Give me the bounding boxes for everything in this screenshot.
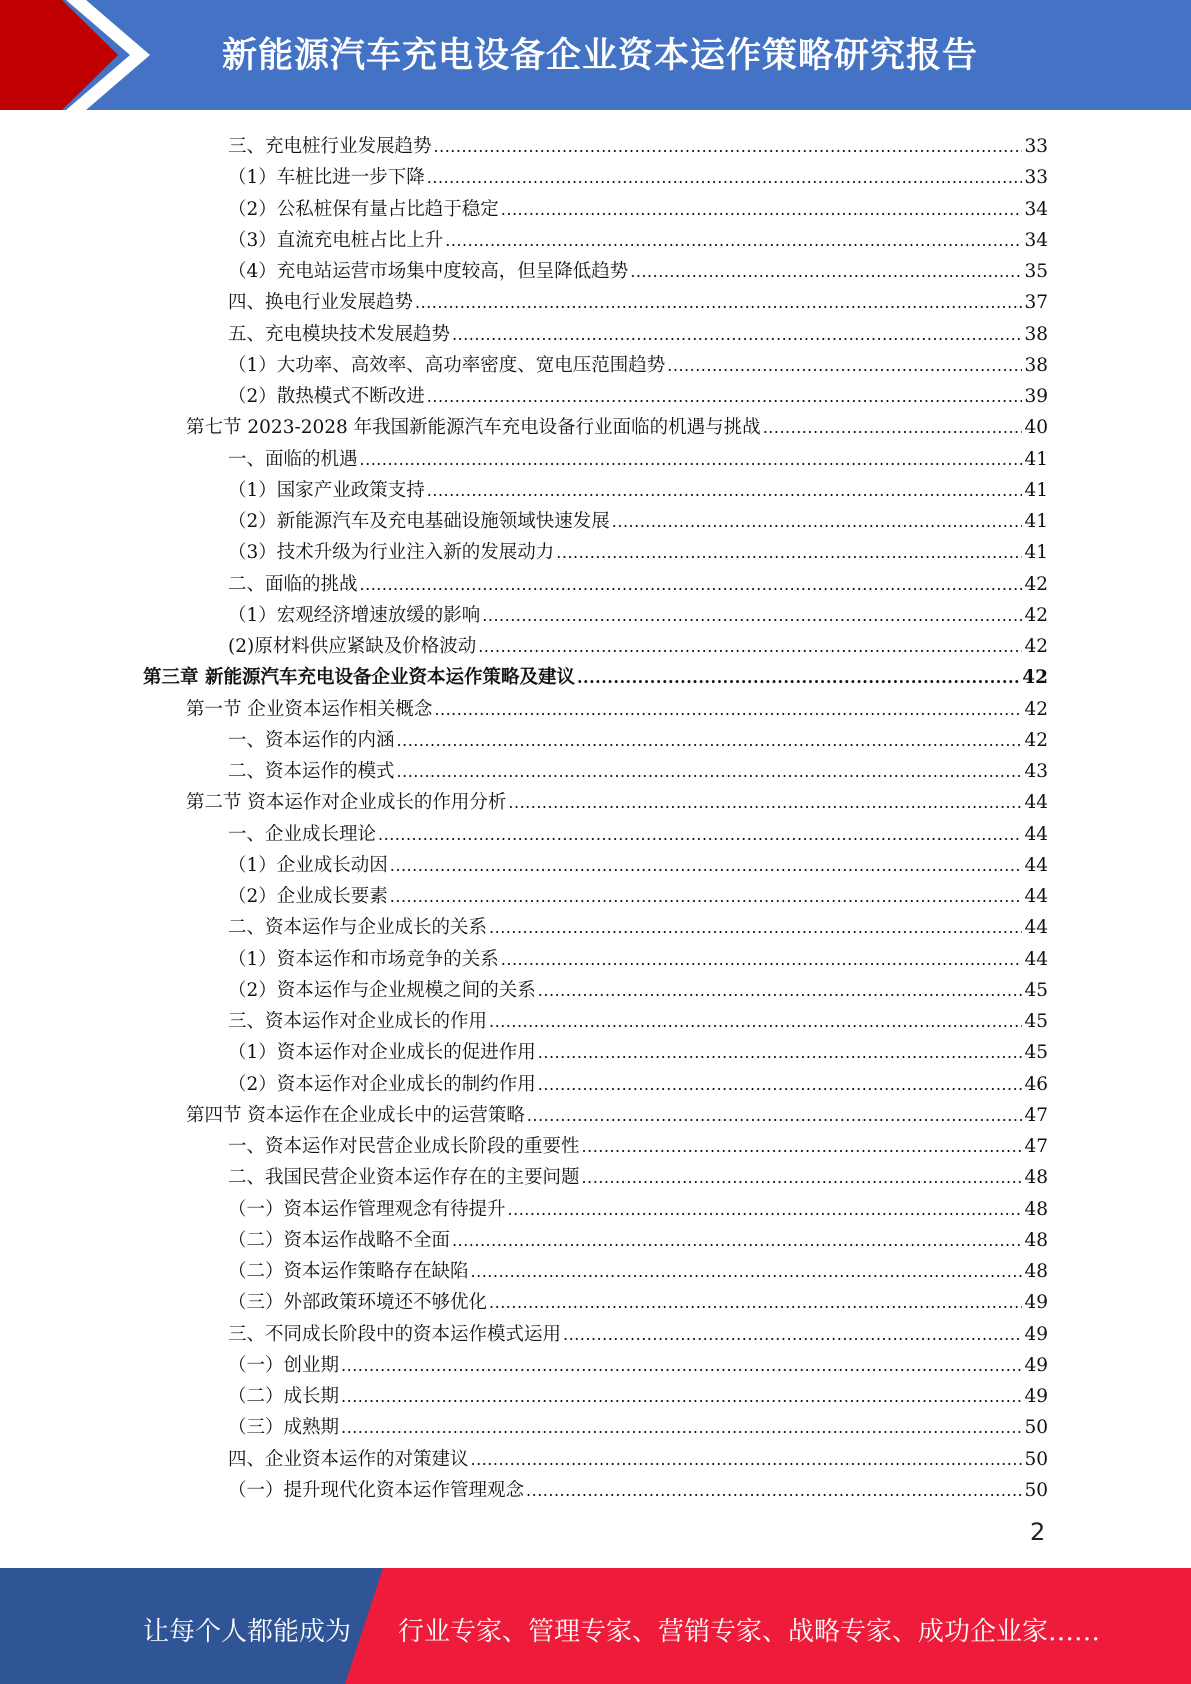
toc-dot-leader <box>527 1104 1023 1128</box>
toc-entry-page: 44 <box>1024 917 1048 939</box>
toc-entry-page: 49 <box>1024 1386 1048 1407</box>
toc-entry-page: 45 <box>1024 1042 1048 1064</box>
toc-entry-page: 44 <box>1024 948 1048 970</box>
toc-entry-title: 第一节 企业资本运作相关概念 <box>186 698 433 720</box>
toc-entry-page: 49 <box>1024 1354 1048 1376</box>
toc-dot-leader <box>582 1166 1023 1190</box>
toc-entry-title: 二、我国民营企业资本运作存在的主要问题 <box>228 1167 580 1189</box>
toc-entry-title: （2）企业成长要素 <box>228 886 388 907</box>
toc-entry-title: （一）提升现代化资本运作管理观念 <box>228 1479 525 1501</box>
toc-entry[interactable] <box>228 534 1048 565</box>
toc-dot-leader <box>471 1448 1023 1472</box>
toc-entry-title: （1）宏观经济增速放缓的影响 <box>228 604 481 626</box>
toc-entry-page: 47 <box>1024 1136 1048 1157</box>
toc-entry-page: 37 <box>1024 292 1048 314</box>
toc-entry-page: 41 <box>1024 479 1048 501</box>
toc-entry[interactable] <box>228 253 1048 284</box>
toc-dot-leader <box>434 698 1022 722</box>
report-title: 新能源汽车充电设备企业资本运作策略研究报告 <box>222 36 979 76</box>
toc-dot-leader <box>489 916 1022 940</box>
toc-entry-title: （3）直流充电桩占比上升 <box>228 229 444 251</box>
toc-entry-title: （2）公私桩保有量占比趋于稳定 <box>228 198 499 220</box>
toc-entry-title: (2)原材料供应紧缺及价格波动 <box>228 636 477 657</box>
toc-entry[interactable] <box>228 1378 1048 1409</box>
toc-entry-title: 五、充电模块技术发展趋势 <box>228 323 451 345</box>
toc-entry-title: 三、不同成长阶段中的资本运作模式运用 <box>228 1323 562 1345</box>
toc-entry[interactable] <box>228 159 1048 190</box>
toc-dot-leader <box>360 573 1023 597</box>
toc-dot-leader <box>415 291 1022 315</box>
toc-entry[interactable] <box>228 816 1048 847</box>
toc-entry-title: （三）成熟期 <box>228 1417 340 1439</box>
toc-entry[interactable] <box>228 566 1048 597</box>
toc-entry-title: 一、面临的机遇 <box>228 448 358 470</box>
toc-dot-leader <box>427 385 1023 409</box>
toc-entry-title: 二、面临的挑战 <box>228 573 358 595</box>
page-header <box>0 0 1191 110</box>
toc-dot-leader <box>563 1323 1022 1347</box>
toc-entry-page: 42 <box>1024 604 1048 626</box>
toc-dot-leader <box>582 1135 1023 1159</box>
toc-entry[interactable] <box>228 1159 1048 1190</box>
toc-entry-page: 42 <box>1024 573 1048 595</box>
toc-entry-page: 48 <box>1024 1198 1048 1220</box>
toc-entry[interactable] <box>228 1066 1048 1097</box>
toc-entry-title: （一）资本运作管理观念有待提升 <box>228 1198 506 1220</box>
toc-entry-page: 45 <box>1024 1011 1048 1032</box>
toc-entry[interactable] <box>228 378 1048 409</box>
toc-entry[interactable] <box>228 1128 1048 1159</box>
toc-entry-title: 二、资本运作的模式 <box>228 761 395 782</box>
toc-dot-leader <box>489 1291 1022 1315</box>
toc-entry[interactable] <box>228 1347 1048 1378</box>
toc-entry-page: 33 <box>1024 136 1048 157</box>
toc-entry-page: 50 <box>1024 1448 1048 1470</box>
toc-entry-title: （二）成长期 <box>228 1386 340 1407</box>
toc-dot-leader <box>427 479 1023 503</box>
toc-entry-title: 第四节 资本运作在企业成长中的运营策略 <box>186 1104 525 1126</box>
toc-entry-page: 49 <box>1024 1292 1048 1314</box>
toc-dot-leader <box>445 229 1022 253</box>
toc-entry[interactable] <box>186 1097 1048 1128</box>
toc-entry[interactable] <box>228 316 1048 347</box>
toc-entry-title: 第七节 2023-2028 年我国新能源汽车充电设备行业面临的机遇与挑战 <box>186 417 761 439</box>
toc-entry-page: 47 <box>1024 1104 1048 1126</box>
toc-entry-page: 35 <box>1024 261 1048 282</box>
toc-entry[interactable] <box>228 128 1048 159</box>
toc-entry-page: 43 <box>1024 761 1048 782</box>
toc-entry-page: 42 <box>1022 667 1048 689</box>
toc-entry[interactable] <box>228 1191 1048 1222</box>
toc-entry-title: 三、充电桩行业发展趋势 <box>228 136 432 157</box>
toc-entry[interactable] <box>228 878 1048 909</box>
toc-entry[interactable] <box>228 503 1048 534</box>
toc-entry-page: 48 <box>1024 1167 1048 1189</box>
toc-entry[interactable] <box>186 784 1048 815</box>
toc-entry-title: 四、换电行业发展趋势 <box>228 292 414 314</box>
toc-entry-page: 34 <box>1024 229 1048 251</box>
toc-entry-title: （2）资本运作与企业规模之间的关系 <box>228 979 536 1001</box>
toc-entry-page: 42 <box>1024 698 1048 720</box>
toc-entry-title: （4）充电站运营市场集中度较高，但呈降低趋势 <box>228 261 629 282</box>
toc-dot-leader <box>763 416 1023 440</box>
toc-entry[interactable] <box>228 347 1048 378</box>
toc-entry-page: 34 <box>1024 198 1048 220</box>
toc-dot-leader <box>526 1479 1022 1503</box>
toc-entry[interactable] <box>228 191 1048 222</box>
toc-entry-page: 49 <box>1024 1323 1048 1345</box>
toc-dot-leader <box>390 854 1023 878</box>
toc-entry-title: 一、企业成长理论 <box>228 823 377 845</box>
toc-entry[interactable] <box>228 441 1048 472</box>
toc-dot-leader <box>341 1354 1022 1378</box>
toc-dot-leader <box>360 448 1023 472</box>
toc-entry[interactable] <box>228 722 1048 753</box>
toc-entry-page: 39 <box>1024 386 1048 407</box>
toc-entry-page: 42 <box>1024 729 1048 751</box>
toc-entry[interactable] <box>228 222 1048 253</box>
toc-entry-page: 44 <box>1024 854 1048 876</box>
toc-entry-page: 50 <box>1024 1479 1048 1501</box>
toc-entry-page: 42 <box>1024 636 1048 657</box>
toc-entry-page: 46 <box>1024 1073 1048 1095</box>
toc-entry[interactable] <box>228 284 1048 315</box>
toc-entry-page: 45 <box>1024 979 1048 1001</box>
toc-entry[interactable] <box>228 1253 1048 1284</box>
toc-entry-title: （3）技术升级为行业注入新的发展动力 <box>228 542 555 564</box>
toc-dot-leader <box>452 323 1022 347</box>
toc-dot-leader <box>471 1260 1023 1284</box>
toc-entry-title: 一、资本运作对民营企业成长阶段的重要性 <box>228 1136 580 1157</box>
toc-dot-leader <box>556 541 1022 565</box>
toc-entry-page: 41 <box>1024 542 1048 564</box>
toc-dot-leader <box>452 1229 1022 1253</box>
toc-entry-title: 一、资本运作的内涵 <box>228 729 395 751</box>
toc-dot-leader <box>508 791 1022 815</box>
toc-dot-leader <box>427 166 1023 190</box>
toc-entry[interactable] <box>228 909 1048 940</box>
toc-entry-title: （2）散热模式不断改进 <box>228 386 425 407</box>
toc-dot-leader <box>341 1385 1022 1409</box>
toc-dot-leader <box>378 823 1022 847</box>
toc-entry-page: 48 <box>1024 1261 1048 1282</box>
toc-entry-title: （二）资本运作策略存在缺陷 <box>228 1261 469 1282</box>
toc-entry-page: 48 <box>1024 1229 1048 1251</box>
toc-entry[interactable] <box>228 941 1048 972</box>
toc-entry-title: （1）企业成长动因 <box>228 854 388 876</box>
toc-entry-title: （1）国家产业政策支持 <box>228 479 425 501</box>
toc-entry[interactable] <box>186 691 1048 722</box>
toc-entry[interactable] <box>228 1222 1048 1253</box>
toc-entry[interactable] <box>228 972 1048 1003</box>
footer-slogan-left: 让每个人都能成为 <box>143 1617 352 1647</box>
toc-entry[interactable] <box>228 1034 1048 1065</box>
toc-dot-leader <box>501 198 1023 222</box>
toc-dot-leader <box>489 1010 1022 1034</box>
toc-entry-page: 41 <box>1024 511 1048 532</box>
toc-entry-title: （三）外部政策环境还不够优化 <box>228 1292 488 1314</box>
toc-dot-leader <box>397 729 1023 753</box>
toc-entry-title: （一）创业期 <box>228 1354 340 1376</box>
toc-entry-page: 33 <box>1024 167 1048 189</box>
toc-dot-leader <box>538 979 1023 1003</box>
toc-dot-leader <box>667 354 1022 378</box>
footer-slogan-right: 行业专家、管理专家、营销专家、战略专家、成功企业家…… <box>398 1617 1101 1647</box>
page-footer <box>0 1568 1191 1684</box>
toc-entry-page: 41 <box>1024 448 1048 470</box>
toc-entry-title: （二）资本运作战略不全面 <box>228 1229 451 1251</box>
toc-entry[interactable] <box>228 1409 1048 1440</box>
toc-entry[interactable] <box>228 847 1048 878</box>
toc-entry-page: 38 <box>1024 354 1048 376</box>
toc-dot-leader <box>630 260 1022 284</box>
toc-dot-leader <box>577 666 1020 690</box>
toc-entry[interactable] <box>228 628 1048 659</box>
toc-entry[interactable] <box>228 472 1048 503</box>
toc-entry-title: （1）资本运作对企业成长的促进作用 <box>228 1042 536 1064</box>
toc-dot-leader <box>538 1073 1023 1097</box>
header-arrow-decoration <box>0 0 160 110</box>
toc-dot-leader <box>341 1416 1022 1440</box>
toc-entry-title: 第二节 资本运作对企业成长的作用分析 <box>186 792 507 814</box>
toc-entry-title: 二、资本运作与企业成长的关系 <box>228 917 488 939</box>
toc-dot-leader <box>434 135 1023 159</box>
toc-entry-title: 四、企业资本运作的对策建议 <box>228 1448 469 1470</box>
toc-dot-leader <box>508 1198 1023 1222</box>
page-number: 2 <box>1030 1518 1046 1546</box>
toc-dot-leader <box>390 885 1023 909</box>
toc-entry[interactable] <box>143 659 1048 690</box>
toc-entry-title: （1）大功率、高效率、高功率密度、宽电压范围趋势 <box>228 354 666 376</box>
toc-entry[interactable] <box>228 753 1048 784</box>
toc-entry-page: 44 <box>1024 823 1048 845</box>
toc-entry-title: 三、资本运作对企业成长的作用 <box>228 1011 488 1032</box>
toc-dot-leader <box>612 510 1023 534</box>
toc-entry[interactable] <box>228 1284 1048 1315</box>
toc-entry-page: 40 <box>1024 417 1048 439</box>
toc-entry[interactable] <box>228 1316 1048 1347</box>
toc-entry[interactable] <box>228 1003 1048 1034</box>
toc-entry-title: （2）新能源汽车及充电基础设施领域快速发展 <box>228 511 610 532</box>
toc-dot-leader <box>501 948 1023 972</box>
toc-entry-title: （1）资本运作和市场竞争的关系 <box>228 948 499 970</box>
toc-entry[interactable] <box>186 409 1048 440</box>
toc-entry[interactable] <box>228 597 1048 628</box>
toc-entry[interactable] <box>228 1441 1048 1472</box>
toc-dot-leader <box>482 604 1022 628</box>
toc-entry-title: （2）资本运作对企业成长的制约作用 <box>228 1073 536 1095</box>
toc-entry-page: 44 <box>1024 792 1048 814</box>
toc-entry-title: （1）车桩比进一步下降 <box>228 167 425 189</box>
toc-dot-leader <box>538 1041 1023 1065</box>
toc-entry[interactable] <box>228 1472 1048 1503</box>
toc-entry-page: 44 <box>1024 886 1048 907</box>
toc-entry-page: 38 <box>1024 323 1048 345</box>
toc-dot-leader <box>478 635 1022 659</box>
toc-dot-leader <box>397 760 1023 784</box>
toc-entry-page: 50 <box>1024 1417 1048 1439</box>
toc-entry-title: 第三章 新能源汽车充电设备企业资本运作策略及建议 <box>143 667 575 689</box>
